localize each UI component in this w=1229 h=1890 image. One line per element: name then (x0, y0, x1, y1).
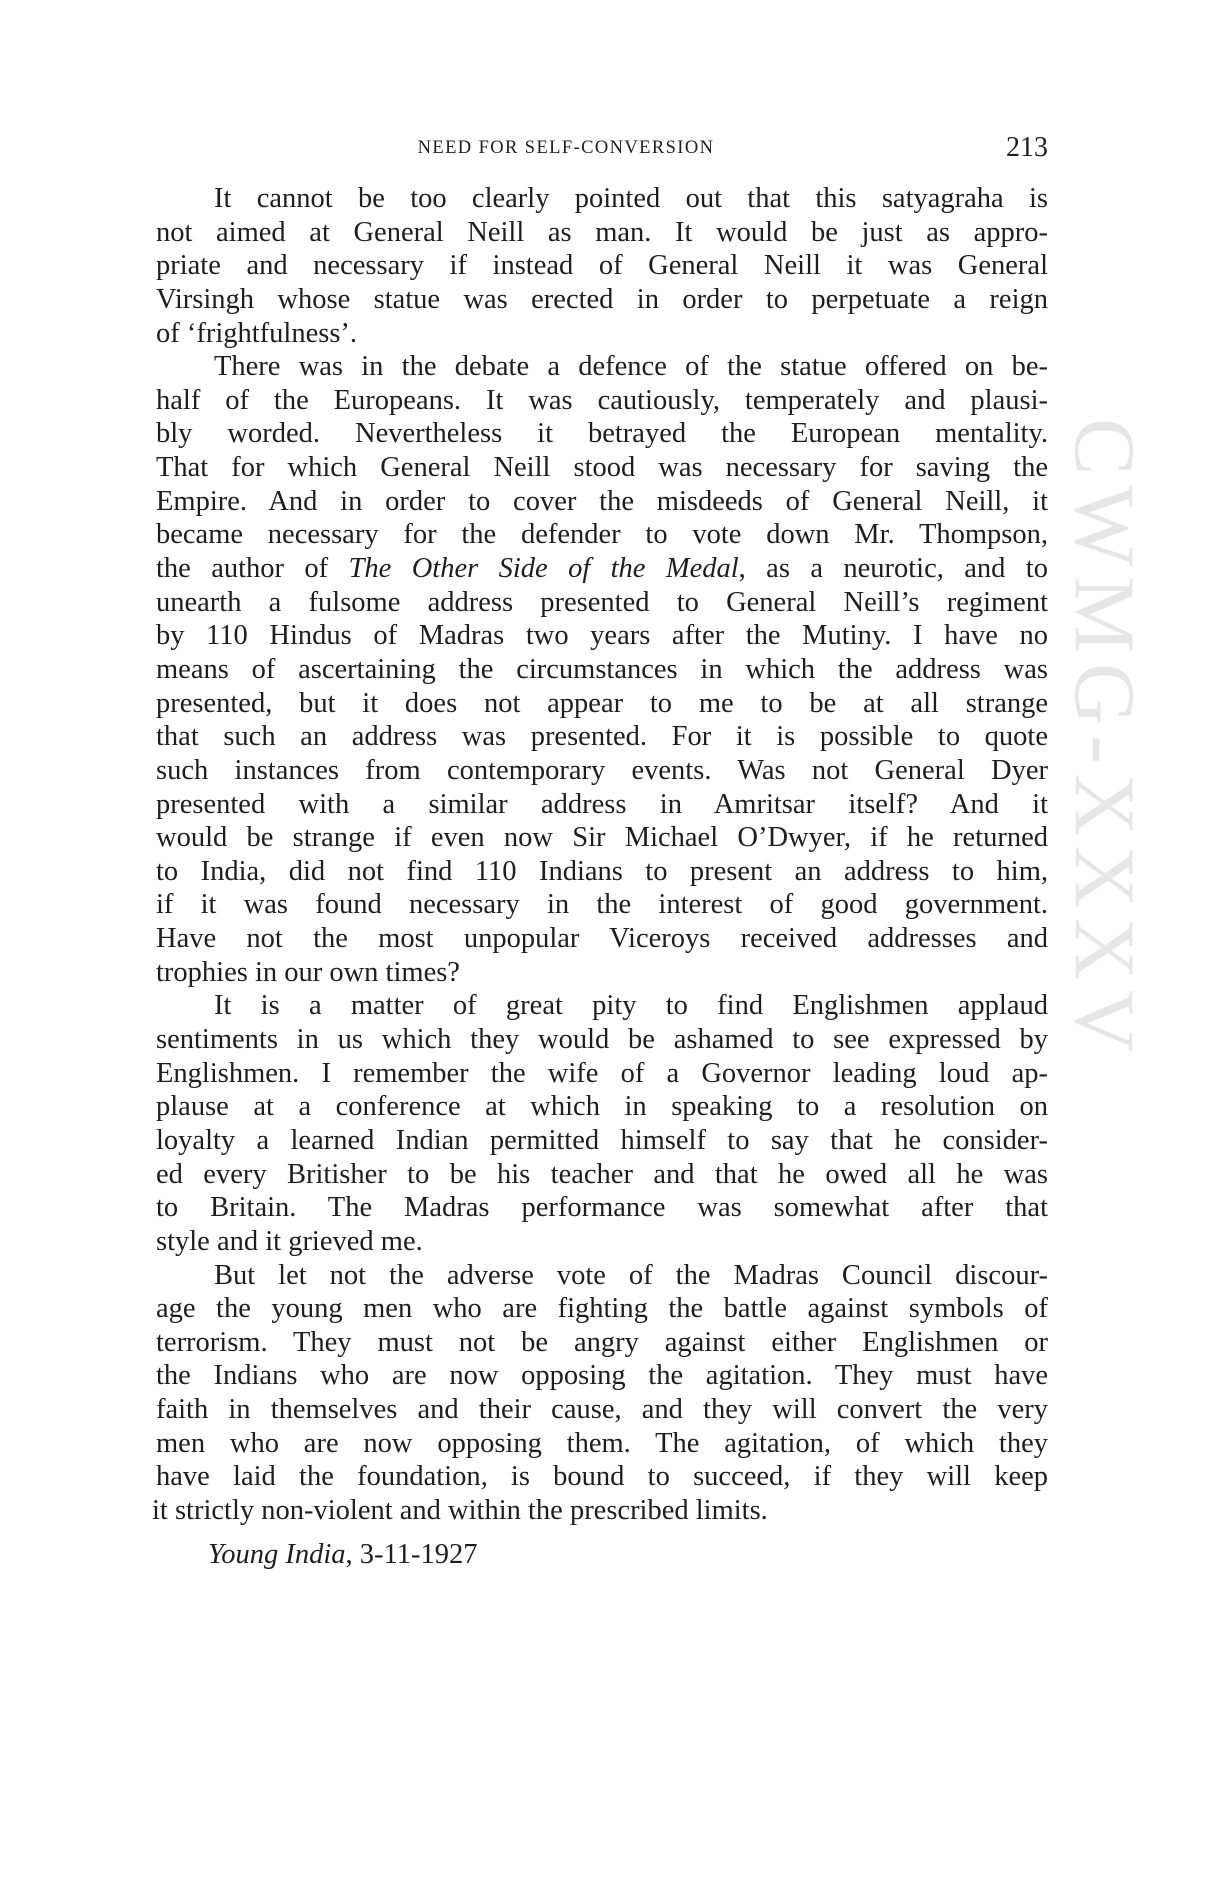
text-line: to Britain. The Madras performance was somewhat after that (156, 1192, 1048, 1224)
text-line: unearth a fulsome address presented to General Neill’s regiment (156, 586, 1048, 618)
text-line: presented, but it does not appear to me to be at all strange (156, 687, 1048, 719)
running-head (156, 132, 1048, 168)
author-line-prefix: the author of (156, 553, 349, 585)
text-line: It is a matter of great pity to find Englishmen applaud (214, 990, 1048, 1022)
text-line: ed every Britisher to be his teacher and that he owed all he was (156, 1158, 1048, 1190)
text-line: There was in the debate a defence of the statue offered on be- (214, 351, 1048, 383)
text-line: men who are now opposing them. The agitation, of which they (156, 1427, 1048, 1459)
text-line: But let not the adverse vote of the Madras Council discour- (214, 1259, 1048, 1291)
text-line: trophies in our own times? (156, 956, 460, 988)
text-line: of ‘frightfulness’. (156, 317, 358, 349)
text-line: Empire. And in order to cover the misdeeds of General Neill, it (156, 485, 1048, 517)
text-line: bly worded. Nevertheless it betrayed the European mentality. (156, 418, 1048, 450)
text-line: style and it grieved me. (156, 1225, 423, 1257)
source-citation (208, 1538, 477, 1572)
text-line: it strictly non-violent and within the prescribed limits. (152, 1494, 768, 1526)
page-number: 213 (1006, 132, 1048, 163)
text-line: by 110 Hindus of Madras two years after the Mutiny. I have no (156, 620, 1048, 652)
text-line: It cannot be too clearly pointed out that this satyagraha is (214, 183, 1048, 214)
publication-name: Young India (208, 1539, 346, 1570)
text-line: sentiments in us which they would be ashamed to see expressed by (156, 1024, 1048, 1056)
text-line: That for which General Neill stood was necessary for saving the (156, 452, 1048, 484)
text-line: priate and necessary if instead of General Neill it was General (156, 250, 1048, 282)
text-line: such instances from contemporary events. Was not General Dyer (156, 754, 1048, 786)
text-line: became necessary for the defender to vote down Mr. Thompson, (156, 519, 1048, 551)
text-line: plause at a conference at which in speaking to a resolution on (156, 1091, 1048, 1123)
text-line: Englishmen. I remember the wife of a Governor leading loud ap- (156, 1057, 1048, 1089)
text-line: if it was found necessary in the interest of good government. (156, 889, 1048, 921)
author-line-suffix: , as a neurotic, and to (738, 553, 1048, 585)
text-line: age the young men who are fighting the battle against symbols of (156, 1293, 1048, 1325)
text-line: to India, did not find 110 Indians to present an address to him, (156, 855, 1048, 887)
text-line: Virsingh whose statue was erected in order to perpetuate a reign (156, 283, 1048, 315)
text-line: faith in themselves and their cause, and they will convert the very (156, 1394, 1048, 1426)
text-line: means of ascertaining the circumstances in which the address was (156, 653, 1048, 685)
watermark: CWMG-XXXV (1057, 418, 1153, 1063)
running-title: NEED FOR SELF-CONVERSION (417, 138, 715, 158)
text-line: have laid the foundation, is bound to succeed, if they will keep (156, 1461, 1048, 1493)
text-line: half of the Europeans. It was cautiously, temperately and plausi- (156, 384, 1048, 416)
text-line: terrorism. They must not be angry against either Englishmen or (156, 1326, 1048, 1358)
body-text (152, 182, 1048, 1528)
publication-date: , 3-11-1927 (345, 1539, 478, 1570)
text-line-with-title (156, 552, 1048, 586)
book-title: The Other Side of the Medal (348, 553, 739, 585)
text-line: loyalty a learned Indian permitted himself to say that he consider- (156, 1124, 1048, 1156)
text-line: not aimed at General Neill as man. It would be just as appro- (156, 216, 1048, 248)
text-line: the Indians who are now opposing the agitation. They must have (156, 1360, 1048, 1392)
text-line: that such an address was presented. For it is possible to quote (156, 721, 1048, 753)
text-line: would be strange if even now Sir Michael O’Dwyer, if he returned (156, 822, 1048, 854)
text-line: presented with a similar address in Amritsar itself? And it (156, 788, 1048, 820)
text-line: Have not the most unpopular Viceroys received addresses and (156, 923, 1048, 955)
